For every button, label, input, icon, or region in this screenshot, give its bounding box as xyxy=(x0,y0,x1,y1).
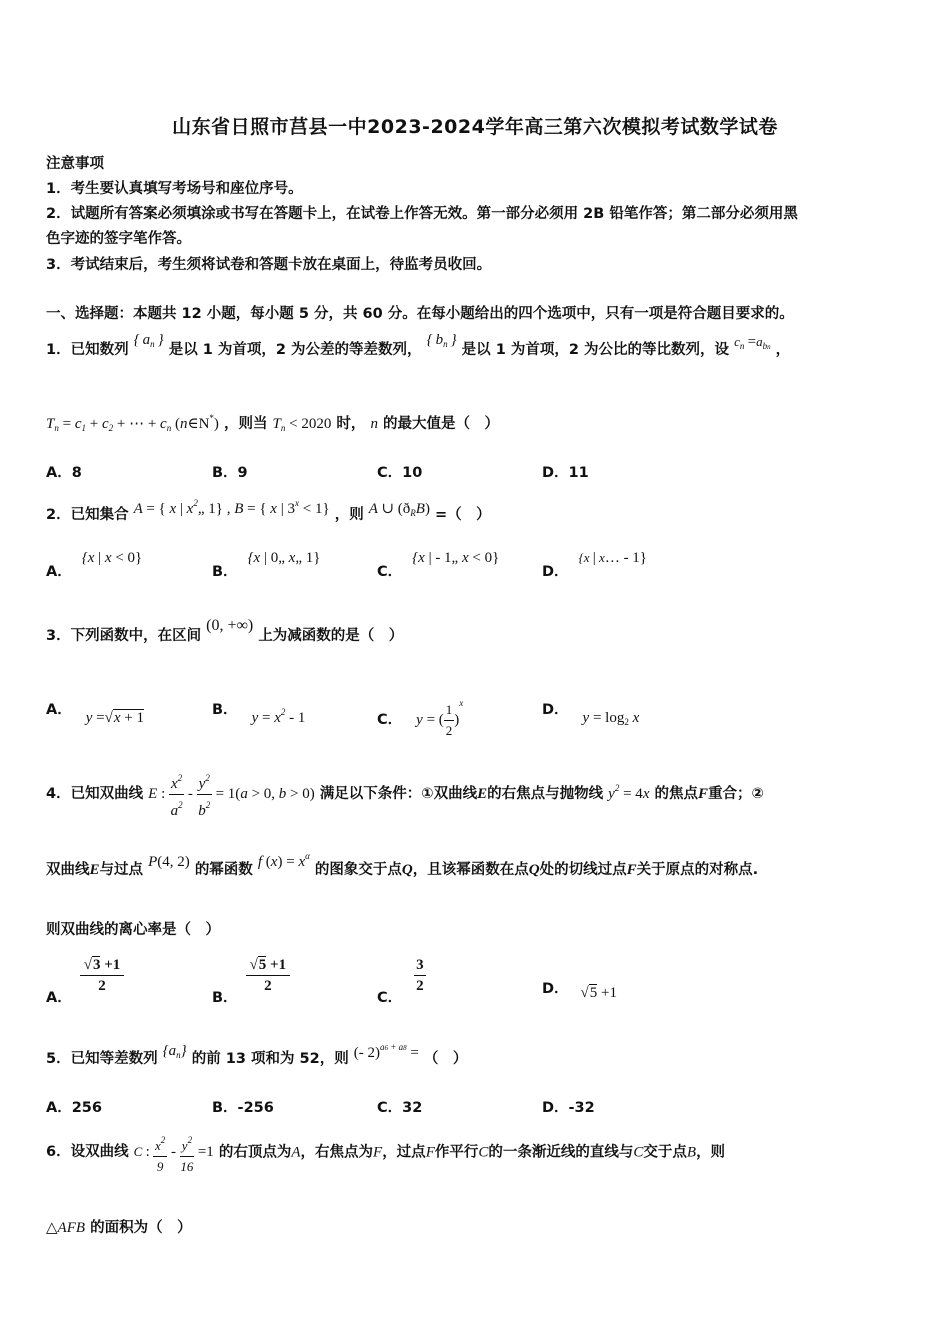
exam-title: 山东省日照市莒县一中2023-2024学年高三第六次模拟考试数学试卷 xyxy=(172,116,778,138)
q3-option-b: B． $y = x^2 - 1$ xyxy=(212,702,306,726)
q5-num: 5．已知等差数列 xyxy=(46,1051,158,1067)
q1-text-5: 时， xyxy=(336,416,366,432)
q2-expression: A ∪ $(ð_RB)$ xyxy=(368,501,430,518)
question-2 xyxy=(46,498,491,524)
q3-option-d: D． $y = \log_2 x$ xyxy=(542,702,640,727)
notice-item-3: 3．考试结束后，考生须将试卷和答题卡放在桌面上，待监考员收回。 xyxy=(46,257,492,273)
q1-option-b: B．9 xyxy=(212,465,248,481)
q4-option-a: A． $\frac{√3 +1}{2}$ xyxy=(46,955,124,996)
q1-seq-b: { $b_n$ } xyxy=(426,332,457,349)
question-6: 6．设双曲线 C : $\frac{x^2}{9}$ - $\frac{y^2}{16}$ =1 的右顶点为A，右焦点为F，过点F作平行C的一条渐近线的直线与C交于点B，则 xyxy=(46,1130,725,1177)
notice-item-1: 1．考生要认真填写考场号和座位序号。 xyxy=(46,181,303,197)
q3-option-c: C． y = ( $\frac{1}{2}$ )$^x$ xyxy=(377,698,464,739)
q2-option-c: C．{x | - 1„ x < 0} xyxy=(377,550,500,580)
q4-power-function: f $(x) = x^\alpha$ xyxy=(257,851,310,870)
q6-num: 6．设双曲线 xyxy=(46,1144,129,1161)
question-5 xyxy=(46,1042,468,1068)
q1-cn-def: $c_n =a_{bn}$ xyxy=(734,334,771,351)
q1-option-c: C．10 xyxy=(377,465,423,481)
q4-num: 4．已知双曲线 xyxy=(46,785,144,802)
q1-tn-def: $T_n = c_1 + c_2$ + ⋯ + $c_n$ (n∈N*) xyxy=(46,413,219,433)
q5-seq-a: $\{a_n\}$ xyxy=(162,1043,187,1060)
notice-heading: 注意事项 xyxy=(46,156,104,172)
q5-option-c: C．32 xyxy=(377,1100,423,1116)
q2-option-d: D．{x | x… - 1} xyxy=(542,550,648,580)
q2-sets: A = { x | $x^2„$ 1} , B = { x | $3^x < 1$} xyxy=(133,498,330,517)
q6-triangle: △AFB xyxy=(46,1220,86,1236)
q4-text-4: 重合；② xyxy=(708,785,764,802)
notice-item-2: 2．试题所有答案必须填涂或书写在答题卡上，在试卷上作答无效。第一部分必须用 2B 铅笔作答；第二部分必须用黑 xyxy=(46,206,798,222)
question-1-line-2 xyxy=(46,412,499,433)
q2-option-b: B．{x | 0„ x„ 1} xyxy=(212,550,321,580)
question-1 xyxy=(46,332,791,359)
notice-item-2-cont: 色字迹的签字笔作答。 xyxy=(46,231,191,247)
q6-hyperbola: C : $\frac{x^2}{9}$ - $\frac{y^2}{16}$ =1 xyxy=(134,1144,214,1159)
q1-option-a: A．8 xyxy=(46,465,82,481)
q3-interval: (0, +∞) xyxy=(206,617,254,634)
q1-n: n xyxy=(370,416,378,432)
q3-num: 3．下列函数中，在区间 xyxy=(46,628,202,644)
q5-option-a: A．256 xyxy=(46,1100,102,1116)
q4-parabola: $y^2 = 4x$ xyxy=(608,782,650,802)
question-4: 4．已知双曲线 E : $\frac{x^2}{a^2}$ - $\frac{y^2}{b^2}$ = 1(a > 0, b > 0) 满足以下条件：①双曲线E的右焦点与抛物线 $y^2 = 4x$ 的焦点F重合；② xyxy=(46,768,764,821)
q1-seq-a: { $a_n$ } xyxy=(133,332,164,349)
q4-option-b: B． $\frac{√5 +1}{2}$ xyxy=(212,955,290,996)
q1-text-6: 的最大值是（ ） xyxy=(383,416,500,432)
q2-num: 2．已知集合 xyxy=(46,507,129,523)
q5-expression: (- 2)$^{a6 + a8}$ = xyxy=(353,1042,419,1061)
q1-option-d: D．11 xyxy=(542,465,589,481)
q6-text-8: 的面积为（ ） xyxy=(90,1220,192,1236)
q5-text-2: （ ） xyxy=(423,1051,468,1067)
q3-text-1: 上为减函数的是（ ） xyxy=(258,628,404,644)
question-4-line-2: 双曲线E与过点 P(4, 2) 的幂函数 f $(x) = x^\alpha$ 的图象交于点Q，且该幂函数在点Q处的切线过点F关于原点的对称点. xyxy=(46,851,759,878)
q1-text-3: ， xyxy=(775,342,791,358)
q2-text-2: =（ ） xyxy=(435,507,491,523)
q6-text-1: 的右顶点为 xyxy=(218,1144,292,1161)
q2-option-a: A．{x | x < 0} xyxy=(46,550,143,580)
question-6-line-2 xyxy=(46,1216,192,1237)
q5-text-1: 的前 13 项和为 52，则 xyxy=(191,1051,349,1067)
q5-option-b: B．-256 xyxy=(212,1100,274,1116)
q4-text-3: 的焦点 xyxy=(654,785,699,802)
q4-text-1: 满足以下条件：①双曲线 xyxy=(319,785,478,802)
q4-text-2: 的右焦点与抛物线 xyxy=(487,785,604,802)
question-4-line-3: 则双曲线的离心率是（ ） xyxy=(46,922,220,938)
q4-hyperbola: E : $\frac{x^2}{a^2}$ - $\frac{y^2}{b^2}$ = 1(a > 0, b > 0) xyxy=(148,786,315,802)
question-3 xyxy=(46,617,404,645)
q3-option-a: A． y =√x + 1 xyxy=(46,702,144,726)
q1-text-1: 是以 1 为首项，2 为公差的等差数列， xyxy=(168,342,422,358)
q4-point-p: P(4, 2) xyxy=(148,854,190,870)
q2-text-1: ，则 xyxy=(334,507,364,523)
q1-text-4: ，则当 xyxy=(223,416,268,432)
section-heading: 一、选择题：本题共 12 小题，每小题 5 分，共 60 分。在每小题给出的四个选项中，只有一项是符合题目要求的。 xyxy=(46,306,794,322)
q1-num: 1．已知数列 xyxy=(46,342,129,358)
q5-option-d: D．-32 xyxy=(542,1100,595,1116)
q4-option-c: C． $\frac{3}{2}$ xyxy=(377,957,424,1006)
q1-text-2: 是以 1 为首项，2 为公比的等比数列，设 xyxy=(461,342,729,358)
q1-condition: $T_n < 2020$ xyxy=(272,416,332,433)
q4-option-d: D． √5 +1 xyxy=(542,981,617,1001)
